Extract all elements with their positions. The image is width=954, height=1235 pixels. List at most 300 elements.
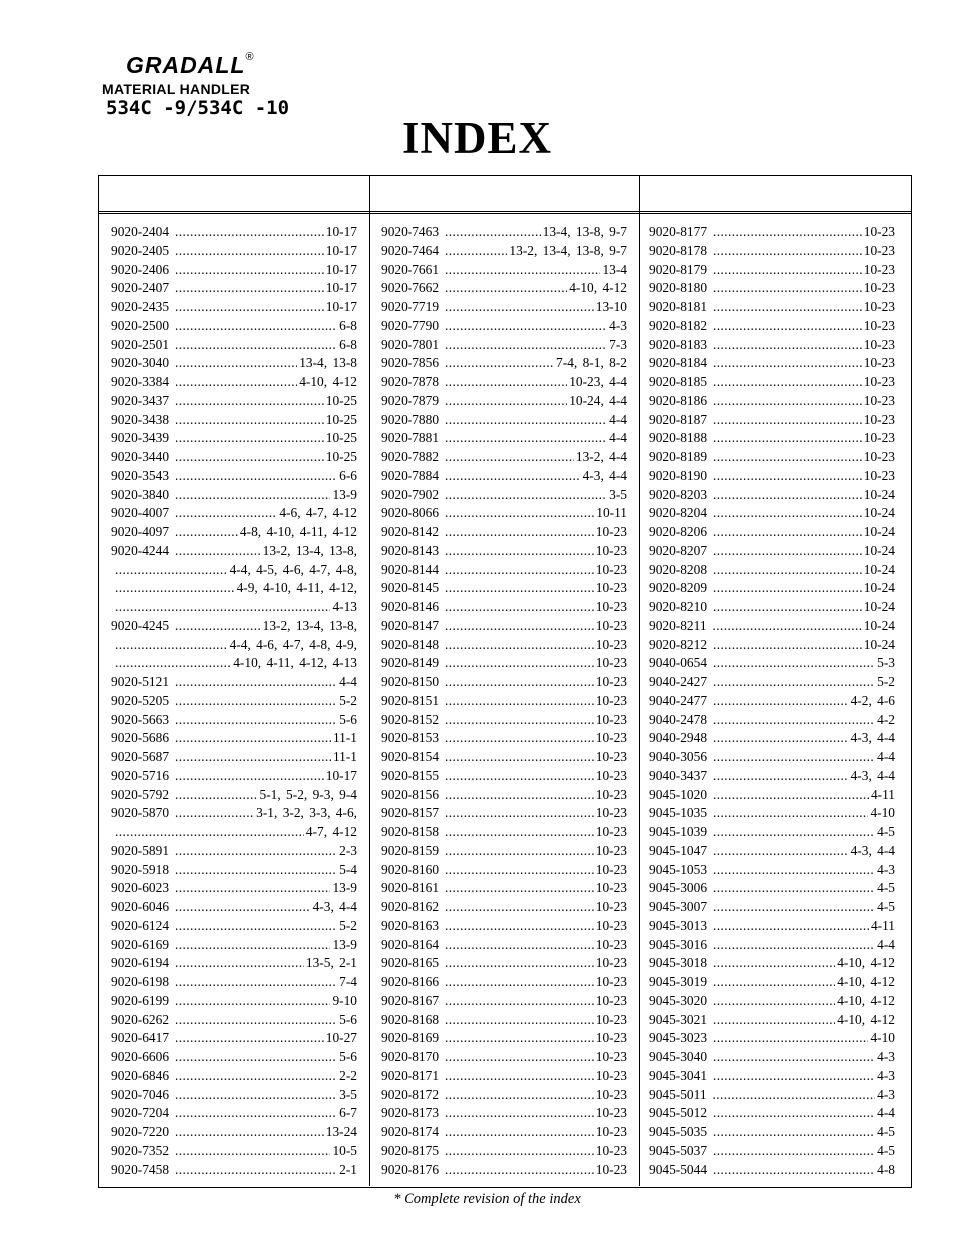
page-references: 4-3 <box>877 1049 895 1064</box>
page-references: 4-11 <box>870 917 895 933</box>
part-number: 9020-7661 <box>381 261 440 277</box>
part-number: 9020-8176 <box>381 1161 440 1177</box>
dot-leader <box>175 804 254 823</box>
index-entry <box>111 992 357 1011</box>
page-references: 10-23 <box>863 224 895 239</box>
index-entry <box>649 823 895 842</box>
index-entry <box>381 298 627 317</box>
part-number: 9040-0654 <box>649 655 708 671</box>
page-references: 4-4 <box>877 936 895 952</box>
dot-leader <box>445 579 594 598</box>
part-number: 9020-7464 <box>381 242 440 258</box>
part-number: 9020-4245 <box>111 617 170 633</box>
part-number: 9020-7719 <box>381 299 440 314</box>
dot-leader <box>713 879 875 898</box>
page-references: 4-4 <box>339 674 357 689</box>
dot-leader <box>445 786 594 805</box>
index-entry <box>381 842 627 861</box>
part-number: 9020-7884 <box>381 467 440 483</box>
index-entry <box>649 317 895 336</box>
index-entry <box>111 336 357 355</box>
index-entry <box>381 1011 627 1030</box>
dot-leader <box>445 654 594 673</box>
dot-leader <box>713 504 862 523</box>
page-references: 5-6 <box>339 1011 357 1027</box>
index-entry <box>381 317 627 336</box>
dot-leader <box>175 1067 337 1086</box>
dot-leader <box>175 486 330 505</box>
dot-leader <box>713 1011 835 1030</box>
index-entry <box>649 523 895 542</box>
part-number: 9045-3013 <box>649 917 708 933</box>
page-references: 10-23 <box>595 1105 627 1121</box>
index-entry <box>649 542 895 561</box>
part-number: 9020-7902 <box>381 486 440 502</box>
part-number: 9045-3018 <box>649 955 708 971</box>
page-references: 10-23 <box>595 767 627 783</box>
dot-leader <box>713 279 862 298</box>
part-number: 9020-8185 <box>649 374 708 389</box>
part-number: 9020-3440 <box>111 449 170 464</box>
dot-leader <box>175 1161 337 1180</box>
page-references: 6-8 <box>339 336 357 352</box>
index-entry <box>111 598 357 617</box>
index-entry <box>381 242 627 261</box>
part-number: 9020-8154 <box>381 749 440 764</box>
part-number: 9020-8066 <box>381 505 440 521</box>
page-references: 10-23 <box>595 711 627 727</box>
page-references: 10-23 <box>595 730 627 746</box>
page-references: 4-10, 4-12 <box>569 280 627 296</box>
dot-leader <box>713 1161 875 1180</box>
dot-leader <box>175 242 324 261</box>
dot-leader <box>713 617 862 636</box>
dot-leader <box>713 654 875 673</box>
index-entry <box>381 392 627 411</box>
part-number: 9020-7880 <box>381 411 440 427</box>
page-references: 2-2 <box>339 1067 357 1083</box>
index-entry <box>649 804 895 823</box>
page-references: 5-4 <box>339 861 357 877</box>
dot-leader <box>445 879 594 898</box>
index-entry <box>111 786 357 805</box>
dot-leader <box>445 504 594 523</box>
page-references: 10-5 <box>332 1142 357 1158</box>
page-references: 3-5 <box>609 486 627 502</box>
part-number: 9020-8158 <box>381 824 440 839</box>
part-number: 9020-8170 <box>381 1049 440 1064</box>
part-number: 9020-7458 <box>111 1161 170 1177</box>
page-references: 10-23 <box>595 1086 627 1102</box>
index-entry <box>649 729 895 748</box>
dot-leader <box>445 429 607 448</box>
dot-leader <box>175 748 331 767</box>
index-entry <box>649 1086 895 1105</box>
dot-leader <box>713 317 862 336</box>
page-references: 5-6 <box>339 711 357 727</box>
part-number: 9020-8172 <box>381 1086 440 1102</box>
index-entry <box>381 917 627 936</box>
part-number: 9045-3023 <box>649 1030 708 1046</box>
index-entry <box>381 804 627 823</box>
page-references: 10-25 <box>325 449 357 464</box>
page-references: 4-5 <box>877 824 895 839</box>
dot-leader <box>175 448 324 467</box>
page-references: 4-3, 4-4 <box>582 467 627 483</box>
page-references: 10-23 <box>595 1142 627 1158</box>
dot-leader <box>175 879 330 898</box>
index-entry <box>649 992 895 1011</box>
page-references: 10-23 <box>595 1067 627 1083</box>
index-entry <box>649 954 895 973</box>
page-references: 10-23 <box>863 355 895 371</box>
part-number: 9040-2477 <box>649 692 708 708</box>
index-entry <box>111 711 357 730</box>
part-number: 9020-2501 <box>111 336 170 352</box>
page-references: 4-10, 4-12 <box>837 955 895 971</box>
part-number: 9045-3020 <box>649 992 708 1008</box>
part-number: 9020-4244 <box>111 542 170 558</box>
index-entry <box>381 673 627 692</box>
dot-leader <box>175 842 337 861</box>
part-number: 9020-5663 <box>111 711 170 727</box>
page-references: 10-23 <box>863 392 895 408</box>
part-number: 9020-6169 <box>111 936 170 952</box>
part-number: 9020-8210 <box>649 599 708 614</box>
index-entry <box>649 1123 895 1142</box>
index-entry <box>111 523 357 542</box>
page-references: 10-17 <box>325 280 357 296</box>
part-number: 9020-6417 <box>111 1030 170 1046</box>
dot-leader <box>175 317 337 336</box>
page-references: 10-23 <box>595 805 627 821</box>
dot-leader <box>713 242 862 261</box>
page-references: 4-10 <box>870 805 895 821</box>
dot-leader <box>713 486 862 505</box>
index-entry <box>111 692 357 711</box>
index-entry <box>381 373 627 392</box>
page-references: 13-2, 13-4, 13-8, <box>262 617 357 633</box>
page-references: 13-24 <box>325 1124 357 1139</box>
dot-leader <box>445 317 607 336</box>
page-references: 10-23 <box>863 411 895 427</box>
model-number: 534C -9/534C -10 <box>106 97 290 119</box>
index-entry <box>111 317 357 336</box>
page-references: 13-2, 13-4, 13-8, <box>262 542 357 558</box>
dot-leader <box>713 823 875 842</box>
page-references: 10-25 <box>325 430 357 446</box>
index-entry <box>111 561 357 580</box>
dot-leader <box>445 729 594 748</box>
dot-leader <box>175 392 324 411</box>
page-references: 6-8 <box>339 317 357 333</box>
dot-leader <box>445 373 567 392</box>
page-references: 10-11 <box>596 505 627 521</box>
dot-leader <box>445 673 594 692</box>
part-number: 9020-8152 <box>381 711 440 727</box>
index-entry <box>649 786 895 805</box>
part-number: 9020-6023 <box>111 880 170 896</box>
page-references: 10-24 <box>863 486 895 502</box>
part-number: 9020-8186 <box>649 392 708 408</box>
part-number: 9020-5686 <box>111 730 170 746</box>
index-entry <box>381 711 627 730</box>
dot-leader <box>175 354 297 373</box>
dot-leader <box>175 1048 337 1067</box>
page-references: 10-23 <box>863 317 895 333</box>
page-references: 10-23 <box>595 542 627 558</box>
part-number: 9020-5792 <box>111 786 170 802</box>
page-references: 4-10, 4-12 <box>837 974 895 989</box>
dot-leader <box>175 1123 324 1142</box>
dot-leader <box>713 842 849 861</box>
part-number: 9020-7220 <box>111 1124 170 1139</box>
index-entry <box>111 917 357 936</box>
dot-leader <box>713 992 835 1011</box>
index-entry <box>381 992 627 1011</box>
dot-leader <box>445 1104 594 1123</box>
dot-leader <box>175 673 337 692</box>
dot-leader <box>713 711 875 730</box>
part-number: 9020-7046 <box>111 1086 170 1102</box>
part-number: 9020-8148 <box>381 636 440 652</box>
part-number: 9020-7882 <box>381 449 440 464</box>
page-references: 10-23 <box>595 1161 627 1177</box>
dot-leader <box>445 1048 594 1067</box>
index-entry <box>649 467 895 486</box>
index-entry <box>649 898 895 917</box>
index-entry <box>111 504 357 523</box>
page-references: 4-8 <box>877 1161 895 1177</box>
page-references: 10-27 <box>325 1030 357 1046</box>
page-references: 10-23 <box>863 449 895 464</box>
page-references: 10-25 <box>325 392 357 408</box>
index-entry <box>649 917 895 936</box>
page-references: 4-5 <box>877 880 895 896</box>
part-number: 9020-8173 <box>381 1105 440 1121</box>
dot-leader <box>713 767 849 786</box>
page-references: 10-23 <box>595 824 627 839</box>
dot-leader <box>115 654 231 673</box>
index-entry <box>381 861 627 880</box>
index-entry <box>649 411 895 430</box>
dot-leader <box>713 692 849 711</box>
page-references: 4-4 <box>877 1105 895 1121</box>
part-number: 9020-7204 <box>111 1105 170 1121</box>
part-number: 9020-8159 <box>381 842 440 858</box>
dot-leader <box>713 392 862 411</box>
dot-leader <box>445 467 581 486</box>
dot-leader <box>445 392 567 411</box>
index-entry <box>649 1161 895 1180</box>
dot-leader <box>445 861 594 880</box>
index-entry <box>381 1067 627 1086</box>
index-entry <box>381 1086 627 1105</box>
page-references: 4-4 <box>609 430 627 446</box>
part-number: 9020-7856 <box>381 355 440 371</box>
index-entry <box>649 223 895 242</box>
dot-leader <box>445 1161 594 1180</box>
page-references: 13-9 <box>332 936 357 952</box>
index-entry <box>649 1029 895 1048</box>
part-number: 9020-8167 <box>381 992 440 1008</box>
page-references: 4-10, 4-11, 4-12, 4-13 <box>233 655 357 671</box>
part-number: 9020-8155 <box>381 767 440 783</box>
dot-leader <box>445 223 541 242</box>
index-entry <box>381 654 627 673</box>
dot-leader <box>445 898 594 917</box>
page-references: 10-24 <box>863 617 895 633</box>
page-references: 4-9, 4-10, 4-11, 4-12, <box>236 580 357 596</box>
column-divider <box>639 176 640 1186</box>
index-entry <box>649 879 895 898</box>
dot-leader <box>175 711 337 730</box>
page-references: 4-13 <box>332 599 357 614</box>
index-entry <box>649 711 895 730</box>
part-number: 9040-3056 <box>649 749 708 764</box>
part-number: 9020-8178 <box>649 242 708 258</box>
part-number: 9020-8163 <box>381 917 440 933</box>
dot-leader <box>713 1142 875 1161</box>
part-number: 9020-8182 <box>649 317 708 333</box>
dot-leader <box>713 954 835 973</box>
page-references: 6-6 <box>339 467 357 483</box>
dot-leader <box>713 729 849 748</box>
page-references: 2-1 <box>339 1161 357 1177</box>
index-entry <box>111 411 357 430</box>
page-references: 2-3 <box>339 842 357 858</box>
page-references: 4-3 <box>609 317 627 333</box>
page-references: 4-3, 4-4 <box>312 899 357 914</box>
dot-leader <box>713 542 862 561</box>
page-references: 4-5 <box>877 1124 895 1139</box>
index-entry <box>111 954 357 973</box>
dot-leader <box>175 992 330 1011</box>
part-number: 9020-8174 <box>381 1124 440 1139</box>
index-entry <box>649 842 895 861</box>
index-entry <box>111 898 357 917</box>
page-references: 4-3 <box>877 861 895 877</box>
dot-leader <box>445 1029 594 1048</box>
dot-leader <box>713 261 862 280</box>
index-entry <box>111 617 357 636</box>
part-number: 9020-8187 <box>649 411 708 427</box>
index-entry <box>111 242 357 261</box>
dot-leader <box>713 973 835 992</box>
index-entry <box>111 673 357 692</box>
page-references: 10-23 <box>595 617 627 633</box>
page-references: 13-4, 13-8 <box>299 355 357 371</box>
page-references: 10-24 <box>863 524 895 539</box>
dot-leader <box>175 279 324 298</box>
index-entry <box>649 1011 895 1030</box>
dot-leader <box>175 504 277 523</box>
page-references: 4-5 <box>877 899 895 914</box>
page-references: 13-2, 4-4 <box>575 449 627 464</box>
page-references: 11-1 <box>332 749 357 764</box>
page-references: 5-2 <box>339 917 357 933</box>
index-entry <box>649 598 895 617</box>
page-references: 4-11 <box>870 786 895 802</box>
dot-leader <box>175 936 330 955</box>
page-references: 13-4 <box>602 261 627 277</box>
index-entry <box>381 1161 627 1180</box>
page-references: 7-4 <box>339 974 357 989</box>
part-number: 9020-8184 <box>649 355 708 371</box>
part-number: 9045-3019 <box>649 974 708 989</box>
index-entry <box>381 448 627 467</box>
dot-leader <box>713 223 862 242</box>
dot-leader <box>713 1029 868 1048</box>
index-entry <box>111 579 357 598</box>
page-references: 10-23 <box>595 917 627 933</box>
page-references: 4-10 <box>870 1030 895 1046</box>
index-entry <box>649 1104 895 1123</box>
index-column-3 <box>649 223 895 1179</box>
part-number: 9045-3006 <box>649 880 708 896</box>
page-references: 10-23 <box>595 655 627 671</box>
part-number: 9020-8204 <box>649 505 708 521</box>
part-number: 9020-7790 <box>381 317 440 333</box>
part-number: 9040-3437 <box>649 767 708 783</box>
index-entry <box>649 242 895 261</box>
part-number: 9020-8189 <box>649 449 708 464</box>
part-number: 9045-3041 <box>649 1067 708 1083</box>
index-entry <box>649 486 895 505</box>
page-references: 10-23, 4-4 <box>569 374 627 389</box>
part-number: 9020-8146 <box>381 599 440 614</box>
part-number: 9020-3437 <box>111 392 170 408</box>
index-entry <box>111 467 357 486</box>
page-references: 10-24, 4-4 <box>569 392 627 408</box>
page-references: 5-1, 5-2, 9-3, 9-4 <box>259 786 357 802</box>
index-entry <box>381 1029 627 1048</box>
dot-leader <box>175 729 331 748</box>
dot-leader <box>175 617 261 636</box>
index-entry <box>381 1123 627 1142</box>
part-number: 9020-8181 <box>649 299 708 314</box>
page-references: 11-1 <box>332 730 357 746</box>
footnote: * Complete revision of the index <box>393 1191 581 1207</box>
dot-leader <box>175 954 304 973</box>
dot-leader <box>445 917 594 936</box>
page-references: 5-3 <box>877 655 895 671</box>
part-number: 9020-6046 <box>111 899 170 914</box>
page-references: 4-3 <box>877 1086 895 1102</box>
index-entry <box>381 1142 627 1161</box>
part-number: 9020-2500 <box>111 317 170 333</box>
page-references: 10-23 <box>595 636 627 652</box>
part-number: 9020-3840 <box>111 486 170 502</box>
page-references: 10-23 <box>863 336 895 352</box>
dot-leader <box>175 542 261 561</box>
dot-leader <box>175 973 337 992</box>
index-entry <box>111 861 357 880</box>
page-references: 10-23 <box>595 561 627 577</box>
index-entry <box>111 842 357 861</box>
page-references: 10-23 <box>595 899 627 914</box>
page-references: 10-23 <box>595 674 627 689</box>
index-entry <box>381 279 627 298</box>
index-entry <box>381 336 627 355</box>
part-number: 9020-8142 <box>381 524 440 539</box>
dot-leader <box>445 767 594 786</box>
part-number: 9020-6606 <box>111 1049 170 1064</box>
dot-leader <box>445 354 554 373</box>
index-entry <box>111 373 357 392</box>
part-number: 9020-7463 <box>381 224 440 239</box>
index-entry <box>111 823 357 842</box>
